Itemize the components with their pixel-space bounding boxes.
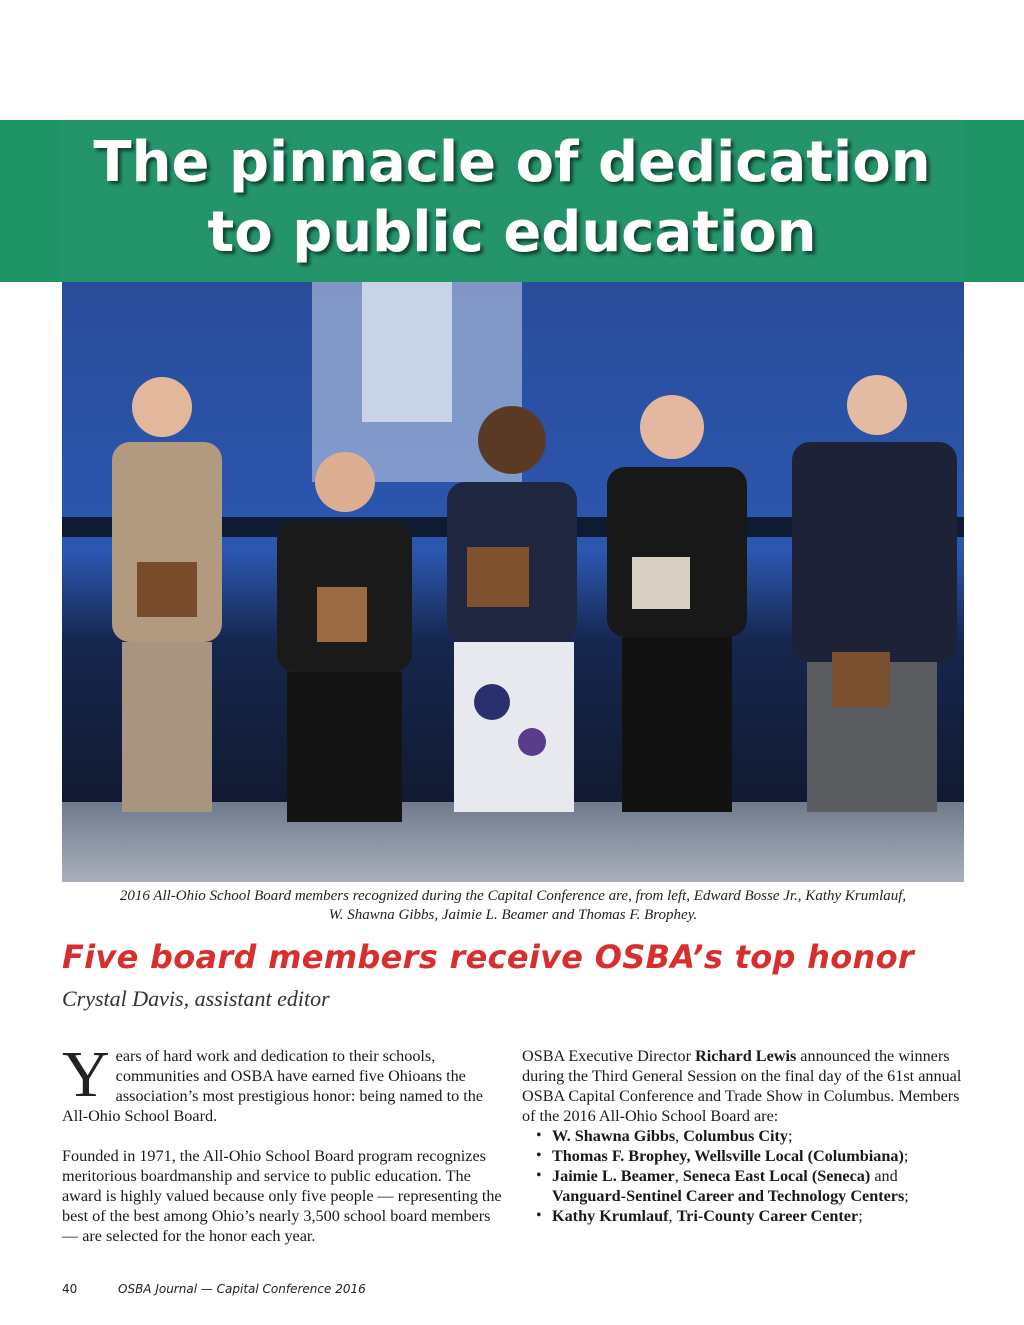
list-end: ; bbox=[788, 1127, 793, 1145]
page-footer bbox=[62, 1282, 366, 1296]
winner-name: Jaimie L. Beamer bbox=[552, 1167, 675, 1185]
paragraph-1-text: ears of hard work and dedication to their schools, communities and OSBA have earned five Ohioans the association’s most prestigious honor: being named to the All-Ohio School Board. bbox=[62, 1047, 483, 1125]
director-name: Richard Lewis bbox=[695, 1047, 797, 1065]
separator: , bbox=[668, 1207, 677, 1225]
paragraph-3-end: announced the winners during the Third General Session on the final day of the 61st annual OSBA Capital Conference and Trade Show in Columbus. Members of the 2016 All-Ohio School Board are: bbox=[522, 1047, 962, 1125]
list-end: ; bbox=[858, 1207, 863, 1225]
winner-district-extra: Vanguard-Sentinel Career and Technology Centers bbox=[552, 1187, 905, 1205]
headline-line-1: The pinnacle of dedication bbox=[93, 130, 931, 195]
article-byline: Crystal Davis, assistant editor bbox=[62, 986, 330, 1011]
caption-line-2: W. Shawna Gibbs, Jaimie L. Beamer and Thomas F. Brophey. bbox=[328, 907, 698, 923]
drop-cap: Y bbox=[62, 1038, 110, 1111]
article-title: Five board members receive OSBA’s top honor bbox=[62, 938, 914, 976]
winner-district: Columbus City bbox=[683, 1127, 789, 1145]
list-item bbox=[536, 1166, 962, 1206]
list-end: ; bbox=[904, 1187, 909, 1205]
photo-caption bbox=[62, 887, 964, 925]
winners-list bbox=[522, 1126, 962, 1226]
winner-name: W. Shawna Gibbs bbox=[552, 1127, 676, 1145]
winner-district: Tri-County Career Center bbox=[676, 1207, 859, 1225]
journal-title: OSBA Journal — Capital Conference 2016 bbox=[118, 1282, 366, 1296]
winner-name: Thomas F. Brophey, Wellsville Local (Columbiana) bbox=[552, 1147, 904, 1165]
paragraph-3-start: OSBA Executive Director bbox=[522, 1047, 696, 1065]
page-number: 40 bbox=[62, 1282, 78, 1296]
caption-line-1: 2016 All-Ohio School Board members recognized during the Capital Conference are, from left, Edward Bosse Jr., Kathy Krumlauf, bbox=[119, 888, 907, 904]
article-paragraph-2: Founded in 1971, the All-Ohio School Board program recognizes meritorious boardmanship and service to public education. The award is highly valued because only five people — representing the best of the best among Ohio’s nearly 3,500 school board members — are selected for the honor each year. bbox=[62, 1147, 502, 1245]
article-column-left bbox=[62, 1038, 502, 1266]
separator: , bbox=[675, 1127, 684, 1145]
separator: , bbox=[674, 1167, 683, 1185]
winner-district: Seneca East Local (Seneca) bbox=[682, 1167, 871, 1185]
winner-name: Kathy Krumlauf bbox=[552, 1207, 669, 1225]
and-text: and bbox=[870, 1167, 898, 1185]
list-item bbox=[536, 1206, 962, 1226]
headline-line-2: to public education bbox=[207, 200, 817, 265]
article-paragraph-3 bbox=[522, 1046, 962, 1126]
article-column-right bbox=[522, 1046, 962, 1226]
article-paragraph-1 bbox=[62, 1038, 502, 1126]
award-photo bbox=[62, 282, 964, 882]
list-item bbox=[536, 1126, 962, 1146]
page-headline bbox=[62, 128, 962, 268]
list-item bbox=[536, 1146, 962, 1166]
list-end: ; bbox=[903, 1147, 909, 1165]
